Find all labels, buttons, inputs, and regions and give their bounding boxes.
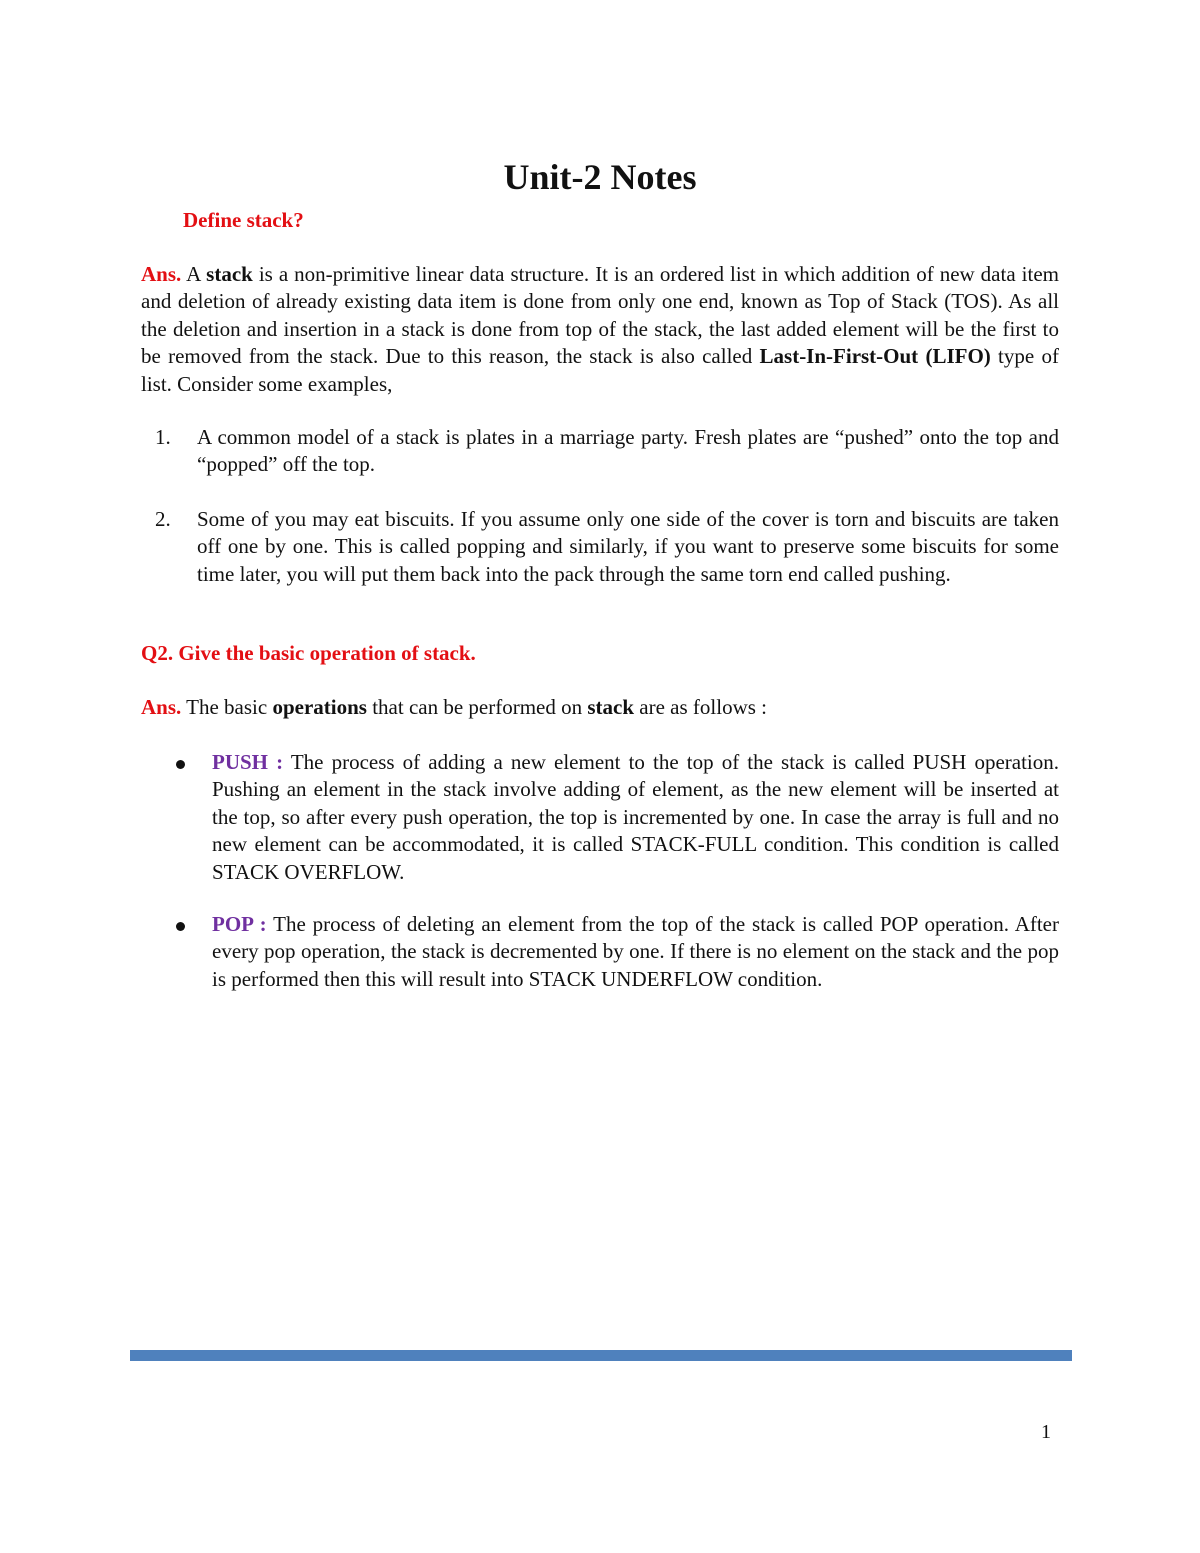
bold-term: stack	[206, 262, 253, 286]
answer-text: A	[181, 262, 207, 286]
list-number: 1.	[155, 425, 171, 449]
question-2: Q2. Give the basic operation of stack.	[141, 641, 476, 665]
page-number: 1	[1041, 1421, 1051, 1443]
list-number: 2.	[155, 507, 171, 531]
answer-text: type of list. Consider some examples,	[141, 344, 1059, 396]
bullet-icon	[176, 760, 185, 769]
bullet-icon	[176, 922, 185, 931]
footer-divider	[130, 1350, 1072, 1361]
list-item-pop	[141, 911, 1059, 993]
operation-name: POP :	[212, 912, 267, 936]
list-item-push	[141, 749, 1059, 886]
operation-name: PUSH :	[212, 750, 284, 774]
list-item	[141, 506, 1059, 588]
answer-2-paragraph	[141, 695, 767, 720]
answer-label: Ans.	[141, 262, 182, 286]
answer-1-paragraph	[141, 261, 1059, 398]
bold-term: Last-In-First-Out (LIFO)	[759, 344, 991, 369]
answer-text: are as follows :	[634, 695, 768, 719]
answer-text: that can be performed on	[366, 695, 588, 719]
list-item	[141, 424, 1059, 479]
bold-term: stack	[587, 695, 635, 719]
list-item-text: Some of you may eat biscuits. If you assume only one side of the cover is torn and biscuits are taken off one by one. This is called popping and similarly, if you want to preserve some biscuits for some time later, you will put them back into the pack through the same torn end called pushing.	[197, 507, 1059, 586]
answer-text: The basic	[181, 695, 273, 719]
list-item-text	[212, 749, 1059, 886]
answer-label: Ans.	[141, 695, 182, 719]
answer-text: is a non-primitive linear data structure. It is an ordered list in which addition of new data item and deletion of already existing data item is done from only one end, known as Top of Stack (TOS). As all the deletion and insertion in a stack is done from top of the stack, the last added element will be the first to be removed from the stack. Due to this reason, the stack is also called	[141, 262, 1059, 369]
operation-description: The process of adding a new element to the top of the stack is called PUSH operation. Pushing an element in the stack involve adding of element, as the new element will be inserted at the top, so after every push operation, the top is incremented by one. In case the array is full and no new element can be accommodated, it is called STACK-FULL condition. This condition is called STACK OVERFLOW.	[212, 750, 1059, 884]
page-title: Unit-2 Notes	[503, 157, 697, 197]
operation-description: The process of deleting an element from the top of the stack is called POP operation. After every pop operation, the stack is decremented by one. If there is no element on the stack and the pop is performed then this will result into STACK UNDERFLOW condition.	[212, 912, 1060, 991]
list-item-text	[212, 911, 1059, 993]
bold-term: operations	[272, 695, 367, 719]
question-1: Define stack?	[183, 208, 304, 232]
list-item-text: A common model of a stack is plates in a marriage party. Fresh plates are “pushed” onto the top and “popped” off the top.	[197, 425, 1059, 477]
